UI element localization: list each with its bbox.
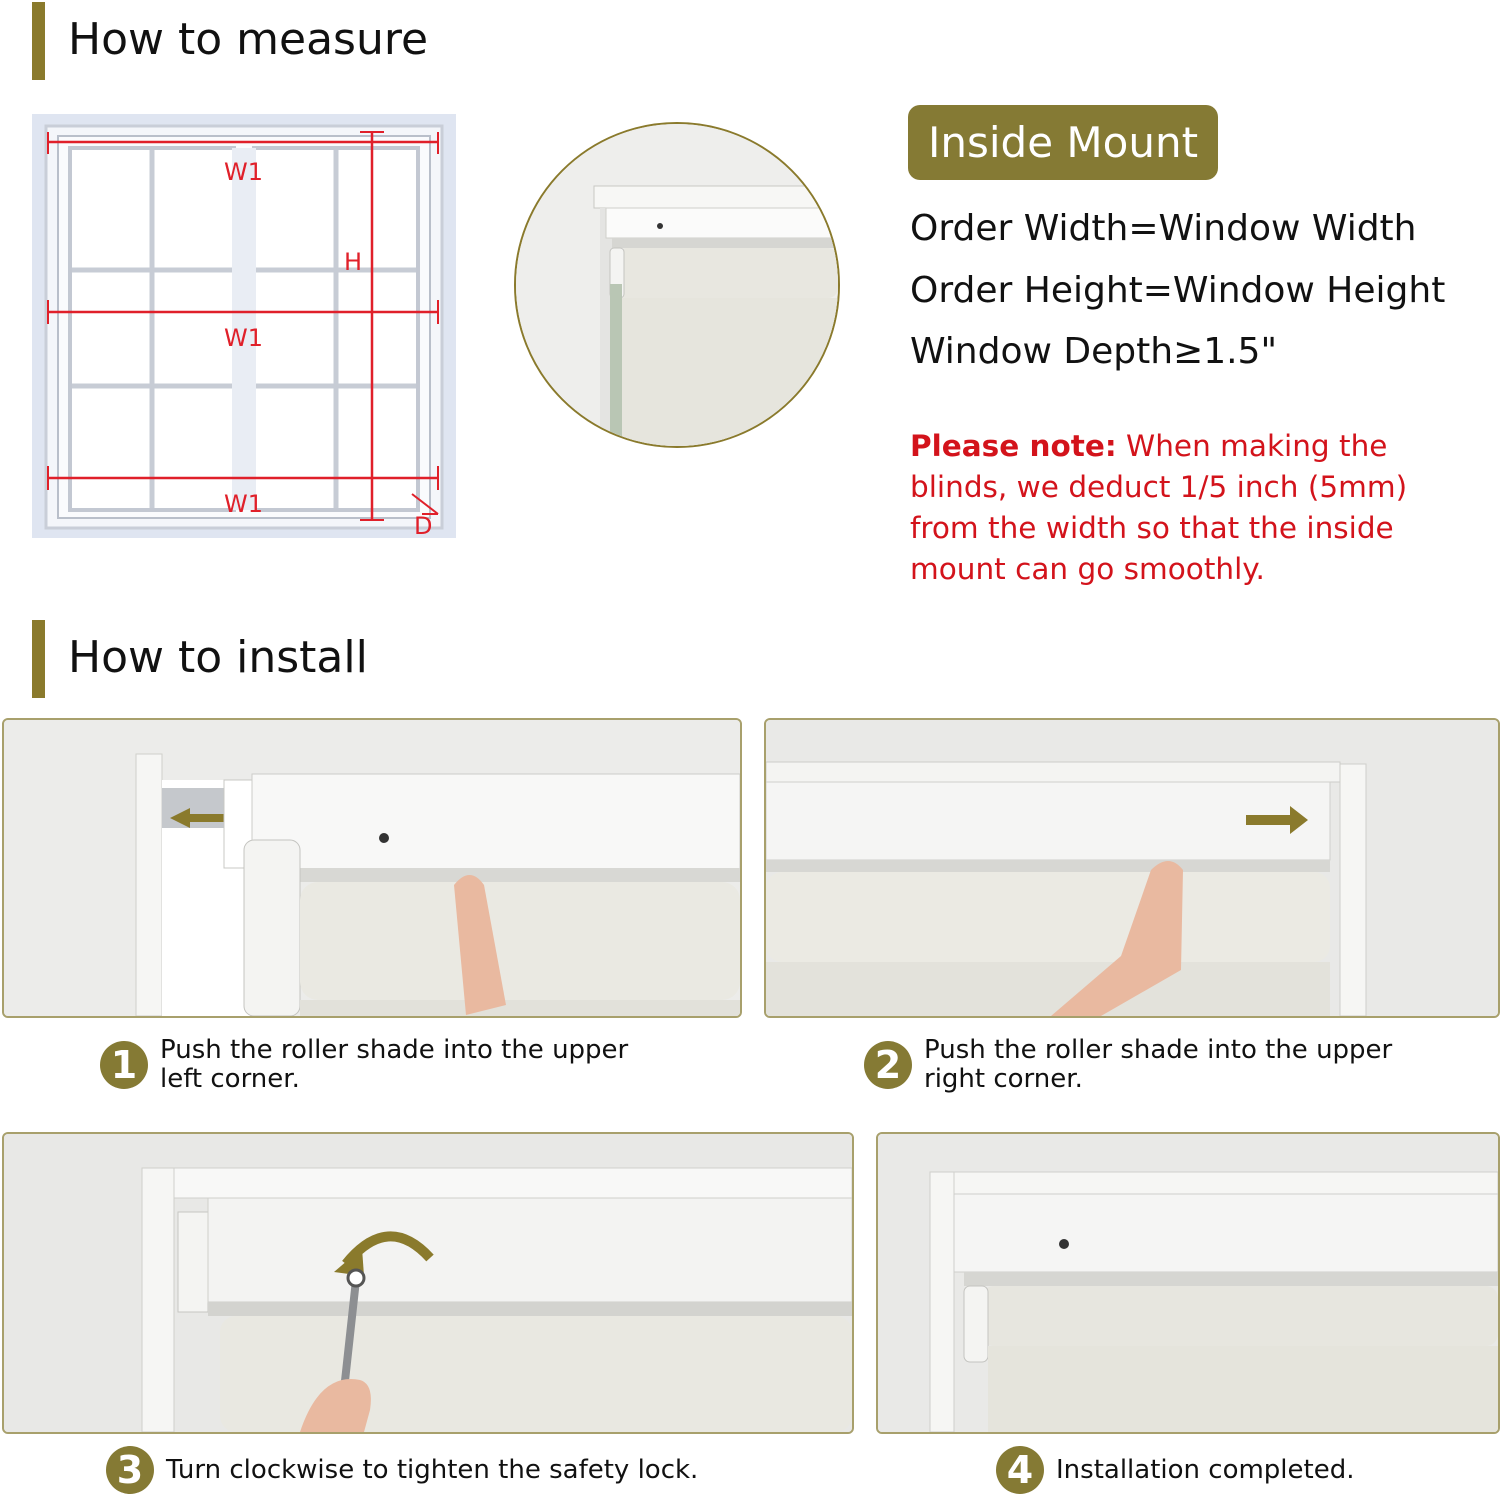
step-3-text: Turn clockwise to tighten the safety lock.: [166, 1454, 699, 1485]
step-2-text: Push the roller shade into the upper right corner.: [924, 1035, 1393, 1094]
depth-label: D: [414, 512, 433, 538]
order-height-spec: Order Height=Window Height: [910, 270, 1446, 311]
step-4-number-icon: 4: [996, 1446, 1044, 1494]
note-label: Please note:: [910, 429, 1117, 463]
step-3-photo: [2, 1132, 854, 1434]
step-2-caption: [864, 1036, 1464, 1094]
inside-mount-closeup-photo: [514, 122, 840, 448]
height-label: H: [344, 248, 363, 276]
step-3-caption: [106, 1446, 806, 1494]
accent-bar: [32, 620, 45, 698]
accent-bar: [32, 2, 45, 80]
width-label-top: W1: [224, 158, 263, 186]
step-1-text: Push the roller shade into the upper left corner.: [160, 1035, 629, 1094]
step-3-number-icon: 3: [106, 1446, 154, 1494]
width-label-middle: W1: [224, 324, 263, 352]
step-4-caption: [996, 1446, 1476, 1494]
step-2-photo: [764, 718, 1500, 1018]
order-width-spec: Order Width=Window Width: [910, 208, 1417, 249]
inside-mount-badge: Inside Mount: [908, 105, 1218, 180]
step-2-number-icon: 2: [864, 1041, 912, 1089]
step-4-photo: [876, 1132, 1500, 1434]
width-label-bottom: W1: [224, 490, 263, 518]
measure-title: How to measure: [68, 14, 429, 65]
step-1-caption: [100, 1036, 700, 1094]
window-depth-spec: Window Depth≥1.5": [910, 331, 1278, 372]
step-4-text: Installation completed.: [1056, 1454, 1355, 1485]
step-1-number-icon: 1: [100, 1041, 148, 1089]
window-measure-diagram: [32, 114, 456, 538]
deduction-note: [910, 426, 1470, 590]
step-1-photo: [2, 718, 742, 1018]
note-text: When making the blinds, we deduct 1/5 inch (5mm) from the width so that the inside mount can go smoothly.: [910, 429, 1408, 586]
install-title: How to install: [68, 632, 368, 683]
